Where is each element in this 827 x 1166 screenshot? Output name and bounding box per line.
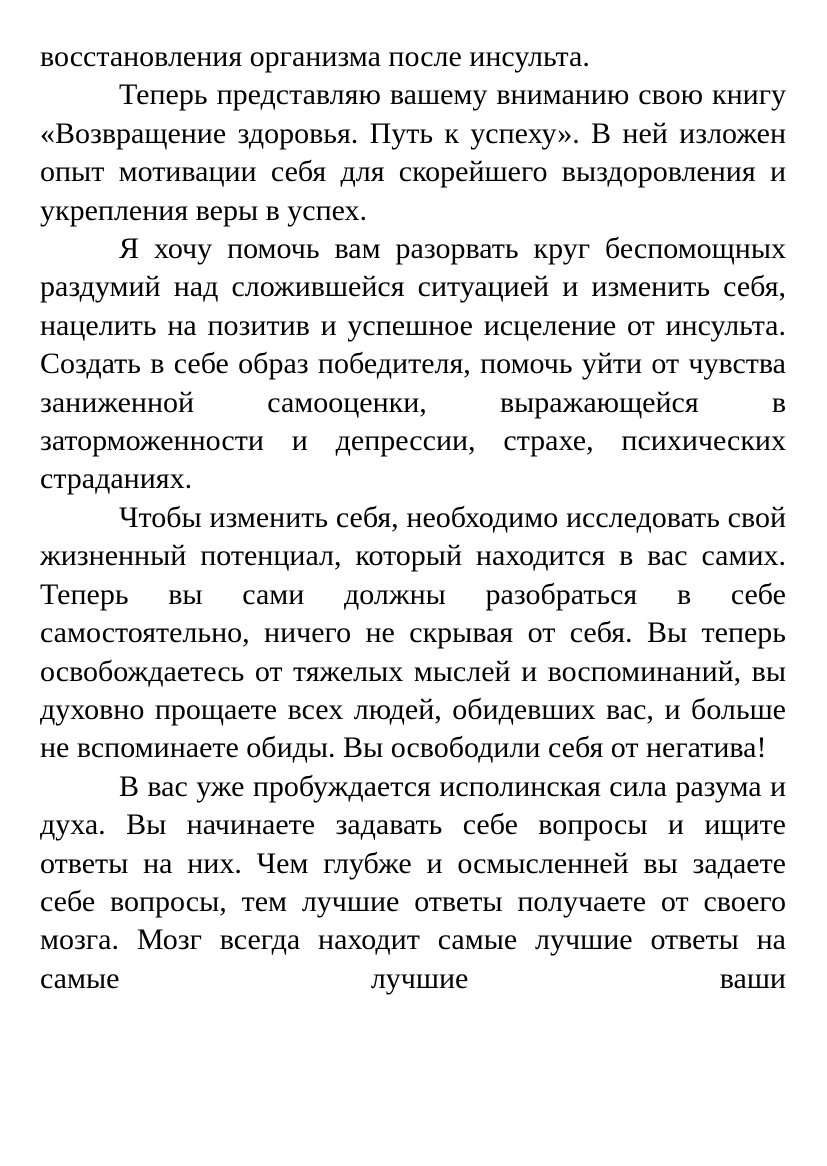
paragraph-book-introduction: Теперь представляю вашему вниманию свою книгу «Возвращение здоровья. Путь к успеху». В ней изложен опыт мотивации себя для скорейшего выздоровления и укрепления веры в успех. (40, 78, 786, 227)
document-page (40, 38, 786, 998)
paragraph-power-of-mind: В вас уже пробуждается исполинская сила разума и духа. Вы начинаете задавать себе вопросы и ищите ответы на них. Чем глубже и осмысленней вы задаете себе вопросы, тем лучшие ответы получаете от своего мозга. Мозг всегда находит самые лучшие ответы на самые лучшие ваши (40, 769, 786, 995)
paragraph-continuation: восстановления организма после инсульта. (40, 40, 590, 73)
paragraph-break-the-circle: Я хочу помочь вам разорвать круг беспомощных раздумий над сложившейся ситуацией и изменить себя, нацелить на позитив и успешное исцеление от инсульта. Создать в себе образ победителя, помочь уйти от чувства заниженной самооценки, выражающейся в заторможенности и депрессии, страхе, психических страданиях. (40, 232, 786, 496)
paragraph-change-yourself: Чтобы изменить себя, необходимо исследовать свой жизненный потенциал, который находится в вас самих. Теперь вы сами должны разобраться в себе самостоятельно, ничего не скрывая от себя. Вы теперь освобождаетесь от тяжелых мыслей и воспоминаний, вы духовно прощаете всех людей, обидевших вас, и больше не вспоминаете обиды. Вы освободили себя от негатива! (40, 500, 786, 765)
